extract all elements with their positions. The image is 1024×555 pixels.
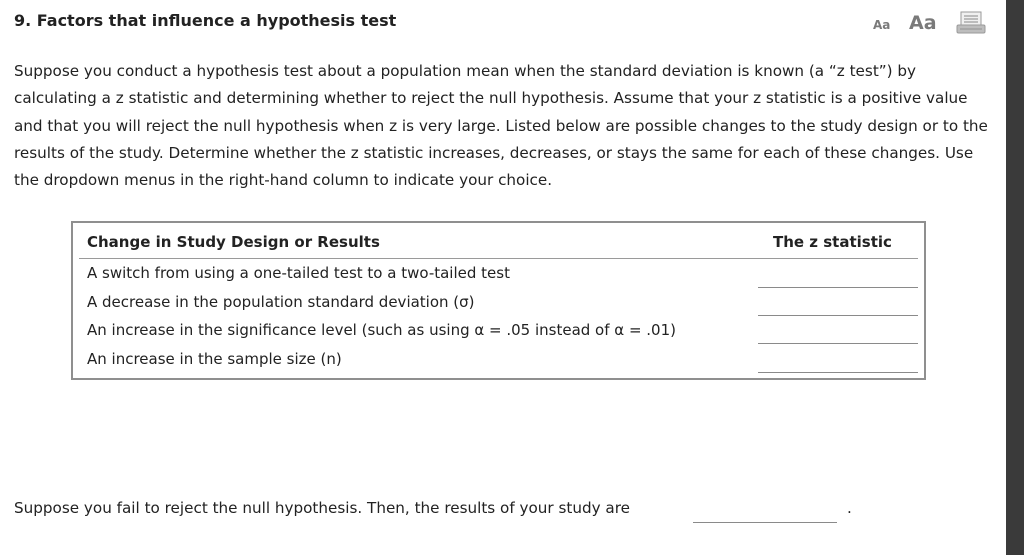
- z-statistic-dropdown-4[interactable]: [758, 352, 918, 373]
- final-question-text: Suppose you fail to reject the null hypothesis. Then, the results of your study are: [14, 499, 630, 517]
- table-row-change-label: A switch from using a one-tailed test to a two-tailed test: [87, 264, 510, 282]
- z-statistic-dropdown-1[interactable]: [758, 267, 918, 288]
- column-header-change: Change in Study Design or Results: [87, 233, 380, 251]
- question-title: 9. Factors that influence a hypothesis test: [14, 11, 397, 30]
- header-divider: [79, 258, 918, 259]
- window-edge-bar: [1006, 0, 1024, 555]
- table-row-change-label: An increase in the sample size (n): [87, 350, 342, 368]
- question-prompt: Suppose you conduct a hypothesis test about a population mean when the standard deviation is known (a “z test”) by calculating a z statistic and determining whether to reject the null hypothesis. Assume that your z statistic is a positive value and that you will reject the null hypothesis when z is very large. Listed below are possible changes to the study design or to the results of the study. Determine whether the z statistic increases, decreases, or stays the same for each of these changes. Use the dropdown menus in the right-hand column to indicate your choice.: [14, 62, 988, 190]
- toolbar: [870, 8, 990, 38]
- study-changes-table: [71, 221, 926, 380]
- final-question-period: .: [847, 499, 852, 517]
- increase-text-size-button[interactable]: Aa: [909, 12, 937, 34]
- print-icon[interactable]: [956, 10, 986, 36]
- table-row-change-label: An increase in the significance level (such as using α = .05 instead of α = .01): [87, 321, 676, 339]
- z-statistic-dropdown-3[interactable]: [758, 323, 918, 344]
- column-header-z-statistic: The z statistic: [773, 233, 892, 251]
- z-statistic-dropdown-2[interactable]: [758, 295, 918, 316]
- decrease-text-size-button[interactable]: Aa: [873, 18, 891, 32]
- results-dropdown[interactable]: [693, 502, 837, 523]
- table-row-change-label: A decrease in the population standard deviation (σ): [87, 293, 475, 311]
